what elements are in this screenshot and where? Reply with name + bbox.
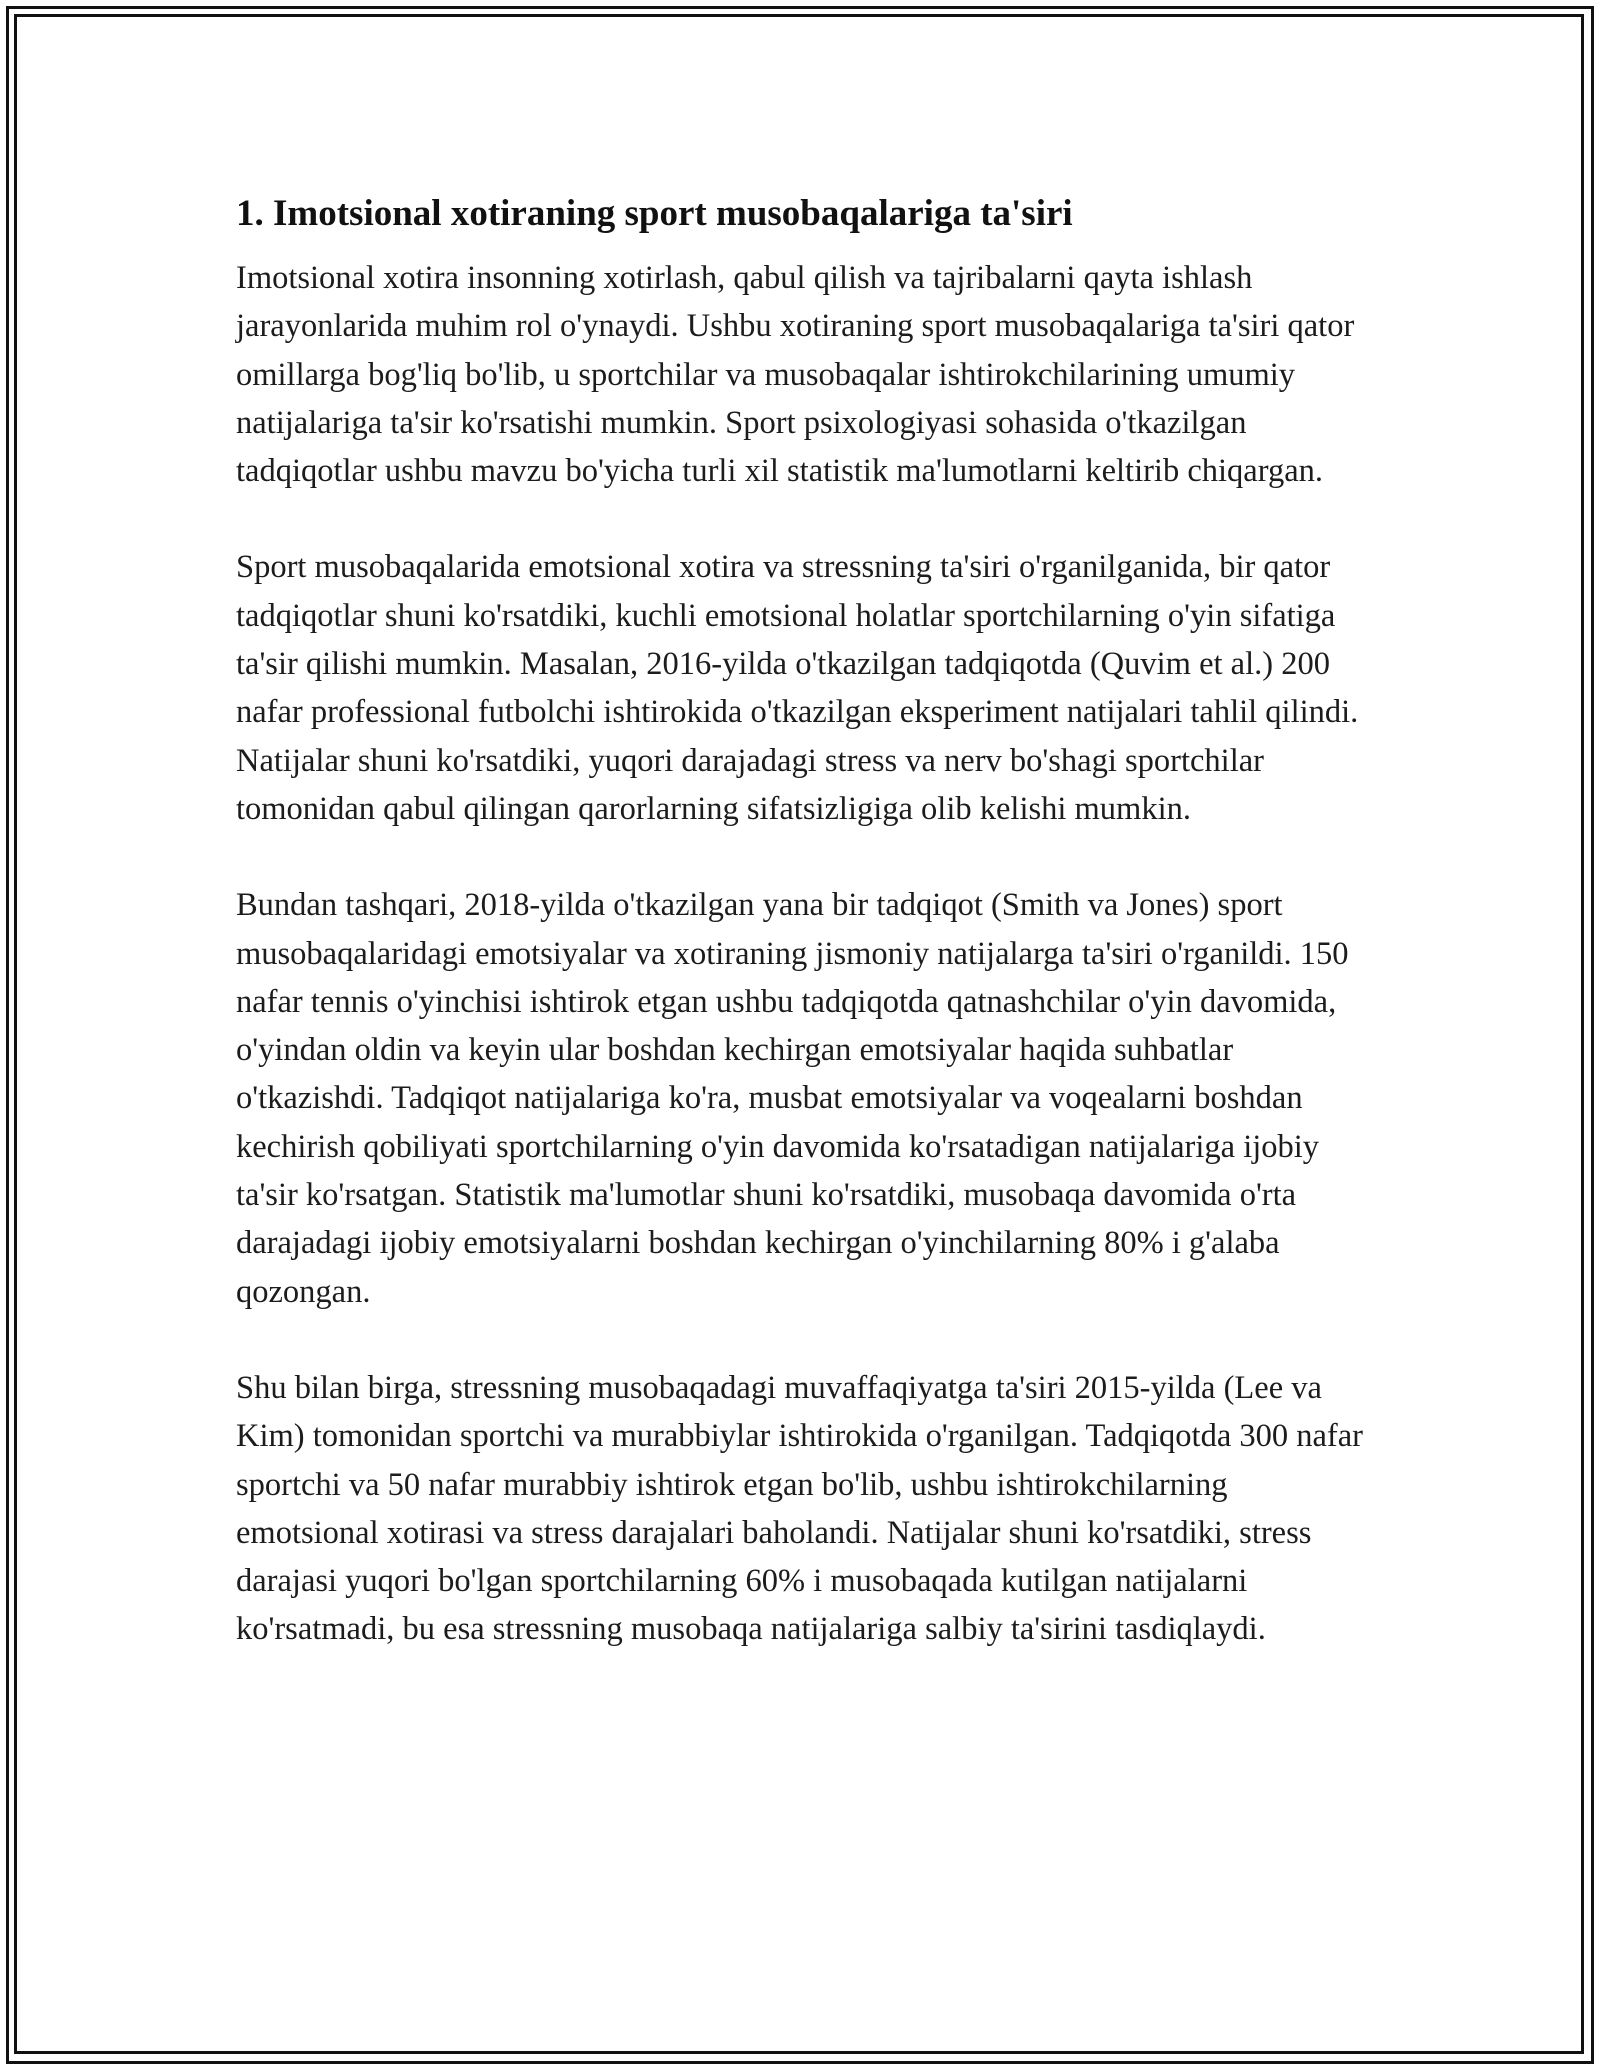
section-heading: 1. Imotsional xotiraning sport musobaqalariga ta'siri xyxy=(236,193,1073,234)
paragraph-1: Imotsional xotira insonning xotirlash, qabul qilish va tajribalarni qayta ishlash jarayonlarida muhim rol o'ynaydi. Ushbu xotiraning sport musobaqalariga ta'siri qator omillarga bog'liq bo'lib, u sportchilar va musobaqalar ishtirokchilarining umumiy natijalariga ta'sir ko'rsatishi mumkin. Sport psixologiyasi sohasida o'tkazilgan tadqiqotlar ushbu mavzu bo'yicha turli xil statistik ma'lumotlarni keltirib chiqargan. xyxy=(236,260,1355,490)
paragraph-3: Bundan tashqari, 2018-yilda o'tkazilgan yana bir tadqiqot (Smith va Jones) sport musobaqalaridagi emotsiyalar va xotiraning jismoniy natijalarga ta'siri o'rganildi. 150 nafar tennis o'yinchisi ishtirok etgan ushbu tadqiqotda qatnashchilar o'yin davomida, o'yindan oldin va keyin ular boshdan kechirgan emotsiyalar haqida suhbatlar o'tkazishdi. Tadqiqot natijalariga ko'ra, musbat emotsiyalar va voqealarni boshdan kechirish qobiliyati sportchilarning o'yin davomida ko'rsatadigan natijalariga ijobiy ta'sir ko'rsatgan. Statistik ma'lumotlar shuni ko'rsatdiki, musobaqa davomida o'rta darajadagi ijobiy emotsiyalarni boshdan kechirgan o'yinchilarning 80% i g'alaba qozongan. xyxy=(236,887,1349,1310)
paragraph-4: Shu bilan birga, stressning musobaqadagi muvaffaqiyatga ta'siri 2015-yilda (Lee va Kim) tomonidan sportchi va murabbiylar ishtirokida o'rganilgan. Tadqiqotda 300 nafar sportchi va 50 nafar murabbiy ishtirok etgan bo'lib, ushbu ishtirokchilarning emotsional xotirasi va stress darajalari baholandi. Natijalar shuni ko'rsatdiki, stress darajasi yuqori bo'lgan sportchilarning 60% i musobaqada kutilgan natijalarni ko'rsatmadi, bu esa stressning musobaqa natijalariga salbiy ta'sirini tasdiqlaydi. xyxy=(236,1369,1363,1648)
paragraph-2: Sport musobaqalarida emotsional xotira va stressning ta'siri o'rganilganida, bir qator tadqiqotlar shuni ko'rsatdiki, kuchli emotsional holatlar sportchilarning o'yin sifatiga ta'sir qilishi mumkin. Masalan, 2016-yilda o'tkazilgan tadqiqotda (Quvim et al.) 200 nafar professional futbolchi ishtirokida o'tkazilgan eksperiment natijalari tahlil qilindi. Natijalar shuni ko'rsatdiki, yuqori darajadagi stress va nerv bo'shagi sportchilar tomonidan qabul qilingan qarorlarning sifatsizligiga olib kelishi mumkin. xyxy=(236,549,1359,827)
document-body xyxy=(236,188,1376,1702)
